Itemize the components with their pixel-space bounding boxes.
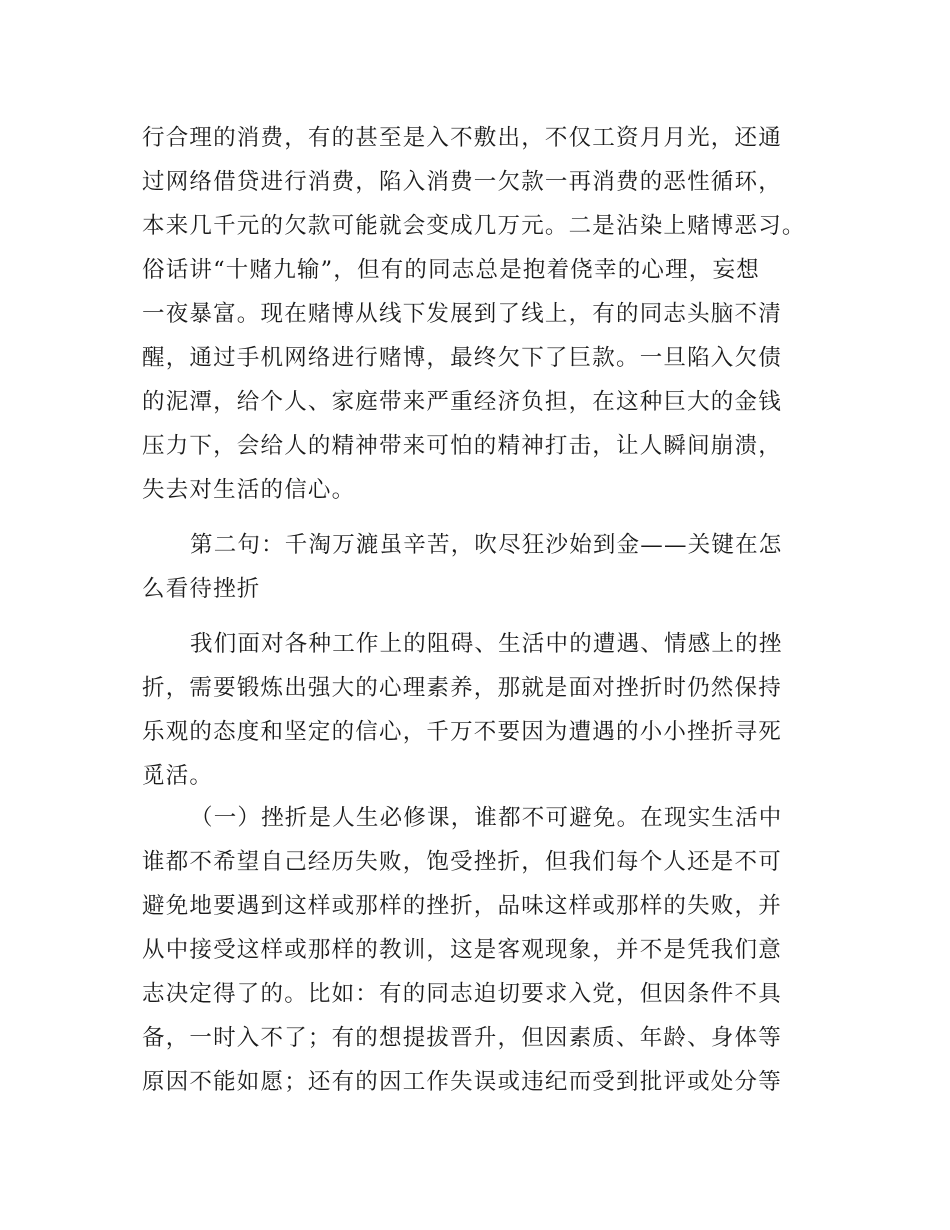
paragraph-line: 乐观的态度和坚定的信心，千万不要因为遭遇的小小挫折寻死 bbox=[142, 719, 782, 745]
paragraph-line: （一）挫折是人生必修课，谁都不可避免。在现实生活中 bbox=[190, 805, 783, 831]
section-heading-line: 么看待挫折 bbox=[142, 576, 261, 602]
paragraph-line: 行合理的消费，有的甚至是入不敷出，不仅工资月月光，还通 bbox=[142, 125, 782, 151]
paragraph-line: 备，一时入不了；有的想提拔晋升，但因素质、年龄、身体等 bbox=[142, 1025, 782, 1051]
paragraph-line: 失去对生活的信心。 bbox=[142, 477, 356, 503]
paragraph-line: 从中接受这样或那样的教训，这是客观现象，并不是凭我们意 bbox=[142, 937, 782, 963]
paragraph-line: 避免地要遇到这样或那样的挫折，品味这样或那样的失败，并 bbox=[142, 893, 782, 919]
paragraph-line: 折，需要锻炼出强大的心理素养，那就是面对挫折时仍然保持 bbox=[142, 675, 782, 701]
paragraph-line: 志决定得了的。比如：有的同志迫切要求入党，但因条件不具 bbox=[142, 981, 782, 1007]
paragraph-line: 醒，通过手机网络进行赌博，最终欠下了巨款。一旦陷入欠债 bbox=[142, 345, 782, 371]
paragraph-line: 的泥潭，给个人、家庭带来严重经济负担，在这种巨大的金钱 bbox=[142, 389, 782, 415]
paragraph-line: 觅活。 bbox=[142, 763, 214, 789]
paragraph-line: 原因不能如愿；还有的因工作失误或违纪而受到批评或处分等 bbox=[142, 1069, 782, 1095]
paragraph-line: 压力下，会给人的精神带来可怕的精神打击，让人瞬间崩溃， bbox=[142, 433, 782, 459]
section-heading-line: 第二句：千淘万漉虽辛苦，吹尽狂沙始到金——关键在怎 bbox=[190, 532, 783, 558]
paragraph-line: 俗话讲“十赌九输”，但有的同志总是抱着侥幸的心理，妄想 bbox=[142, 257, 760, 283]
paragraph-line: 我们面对各种工作上的阻碍、生活中的遭遇、情感上的挫 bbox=[190, 631, 783, 657]
paragraph-line: 本来几千元的欠款可能就会变成几万元。二是沾染上赌博恶习。 bbox=[142, 213, 806, 239]
paragraph-line: 一夜暴富。现在赌博从线下发展到了线上，有的同志头脑不清 bbox=[142, 301, 782, 327]
paragraph-line: 过网络借贷进行消费，陷入消费一欠款一再消费的恶性循环， bbox=[142, 169, 782, 195]
paragraph-line: 谁都不希望自己经历失败，饱受挫折，但我们每个人还是不可 bbox=[142, 849, 782, 875]
